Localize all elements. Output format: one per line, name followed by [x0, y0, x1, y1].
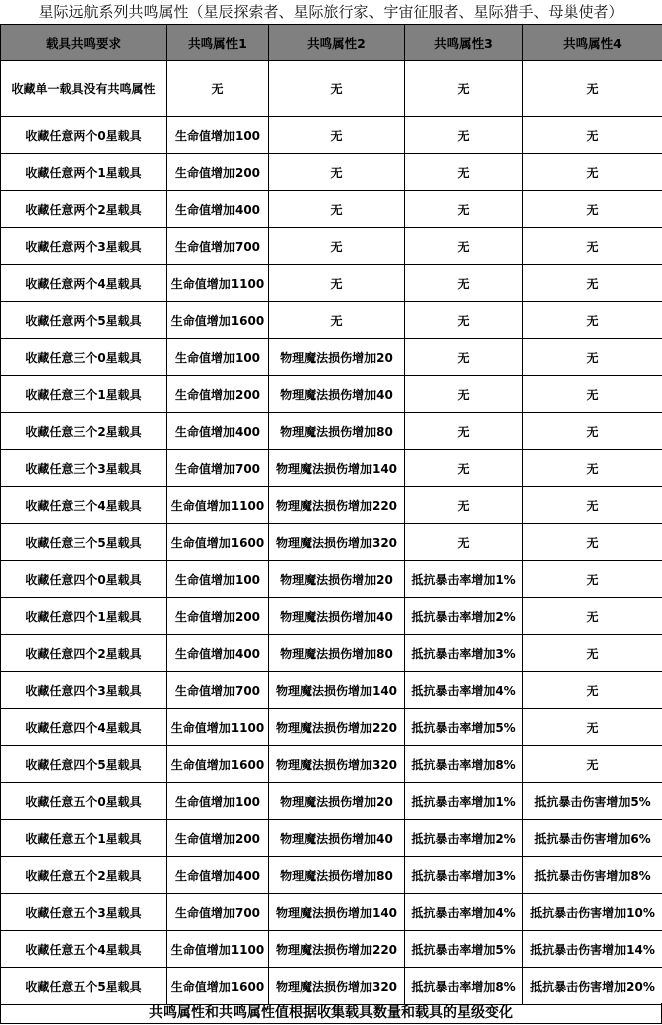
table-cell: 无: [269, 265, 405, 302]
table-footnote: 共鸣属性和共鸣属性值根据收集载具数量和载具的星级变化: [0, 1003, 662, 1024]
table-cell: 收藏任意五个1星载具: [1, 820, 167, 857]
table-cell: 生命值增加1600: [167, 746, 269, 783]
table-row: [1, 783, 662, 820]
table-row: [1, 635, 662, 672]
table-cell: 无: [405, 339, 523, 376]
table-cell: 物理魔法损伤增加80: [269, 635, 405, 672]
table-cell: 生命值增加400: [167, 413, 269, 450]
table-cell: 生命值增加100: [167, 783, 269, 820]
table-cell: 收藏任意三个4星载具: [1, 487, 167, 524]
table-cell: 抵抗暴击率增加8%: [405, 746, 523, 783]
table-cell: 无: [523, 598, 662, 635]
table-cell: 无: [405, 228, 523, 265]
table-cell: 生命值增加700: [167, 672, 269, 709]
table-cell: 无: [523, 413, 662, 450]
table-row: [1, 228, 662, 265]
table-cell: 生命值增加200: [167, 376, 269, 413]
table-cell: 收藏任意两个0星载具: [1, 117, 167, 154]
table-cell: 无: [523, 117, 662, 154]
table-cell: 抵抗暴击率增加2%: [405, 820, 523, 857]
table-row: [1, 191, 662, 228]
table-cell: 抵抗暴击伤害增加14%: [523, 931, 662, 968]
table-header-row: [1, 25, 662, 61]
table-row: [1, 339, 662, 376]
table-cell: 收藏任意两个2星载具: [1, 191, 167, 228]
table-cell: 收藏任意三个2星载具: [1, 413, 167, 450]
table-cell: 物理魔法损伤增加320: [269, 968, 405, 1005]
table-cell: 收藏任意四个0星载具: [1, 561, 167, 598]
table-cell: 无: [269, 61, 405, 117]
table-row: [1, 672, 662, 709]
table-cell: 无: [523, 339, 662, 376]
table-cell: 无: [405, 154, 523, 191]
table-row: [1, 931, 662, 968]
table-cell: 无: [523, 635, 662, 672]
table-cell: 无: [523, 376, 662, 413]
table-row: [1, 857, 662, 894]
table-cell: 生命值增加200: [167, 598, 269, 635]
table-cell: 收藏任意四个4星载具: [1, 709, 167, 746]
table-cell: 收藏任意两个1星载具: [1, 154, 167, 191]
table-cell: 生命值增加100: [167, 117, 269, 154]
table-row: [1, 117, 662, 154]
table-row: [1, 561, 662, 598]
table-cell: 无: [523, 487, 662, 524]
table-cell: 生命值增加400: [167, 635, 269, 672]
table-cell: 无: [523, 228, 662, 265]
table-cell: 收藏任意三个1星载具: [1, 376, 167, 413]
table-cell: 无: [405, 191, 523, 228]
column-header-requirement: 载具共鸣要求: [1, 25, 167, 61]
table-cell: 生命值增加1100: [167, 931, 269, 968]
table-row: [1, 376, 662, 413]
table-row: [1, 61, 662, 117]
table-cell: 收藏任意五个4星载具: [1, 931, 167, 968]
table-cell: 生命值增加700: [167, 450, 269, 487]
table-cell: 无: [523, 709, 662, 746]
table-cell: 物理魔法损伤增加80: [269, 857, 405, 894]
table-cell: 物理魔法损伤增加220: [269, 709, 405, 746]
table-row: [1, 968, 662, 1005]
table-row: [1, 413, 662, 450]
table-cell: 物理魔法损伤增加40: [269, 820, 405, 857]
table-cell: 无: [405, 413, 523, 450]
table-cell: 抵抗暴击率增加1%: [405, 561, 523, 598]
table-cell: 收藏任意两个5星载具: [1, 302, 167, 339]
table-row: [1, 154, 662, 191]
column-header-attribute-1: 共鸣属性1: [167, 25, 269, 61]
table-cell: 无: [269, 154, 405, 191]
table-cell: 收藏任意三个5星载具: [1, 524, 167, 561]
table-cell: 无: [405, 376, 523, 413]
table-cell: 生命值增加100: [167, 561, 269, 598]
table-cell: 物理魔法损伤增加20: [269, 561, 405, 598]
table-row: [1, 265, 662, 302]
table-cell: 无: [523, 746, 662, 783]
column-header-attribute-2: 共鸣属性2: [269, 25, 405, 61]
table-cell: 无: [523, 561, 662, 598]
table-cell: 无: [405, 487, 523, 524]
table-cell: 无: [523, 672, 662, 709]
table-cell: 无: [523, 154, 662, 191]
table-cell: 无: [405, 117, 523, 154]
table-cell: 物理魔法损伤增加140: [269, 894, 405, 931]
table-row: [1, 487, 662, 524]
table-cell: 抵抗暴击伤害增加5%: [523, 783, 662, 820]
table-cell: 抵抗暴击率增加4%: [405, 894, 523, 931]
table-row: [1, 709, 662, 746]
table-cell: 抵抗暴击伤害增加8%: [523, 857, 662, 894]
table-cell: 物理魔法损伤增加40: [269, 598, 405, 635]
table-cell: 生命值增加100: [167, 339, 269, 376]
table-cell: 抵抗暴击率增加5%: [405, 931, 523, 968]
table-cell: 无: [405, 450, 523, 487]
table-cell: 收藏任意五个3星载具: [1, 894, 167, 931]
table-cell: 无: [523, 524, 662, 561]
table-cell: 无: [167, 61, 269, 117]
table-row: [1, 450, 662, 487]
table-cell: 物理魔法损伤增加20: [269, 339, 405, 376]
table-cell: 抵抗暴击率增加2%: [405, 598, 523, 635]
table-cell: 抵抗暴击率增加4%: [405, 672, 523, 709]
table-row: [1, 894, 662, 931]
table-cell: 物理魔法损伤增加140: [269, 672, 405, 709]
table-cell: 抵抗暴击率增加5%: [405, 709, 523, 746]
table-cell: 收藏任意两个4星载具: [1, 265, 167, 302]
table-cell: 生命值增加1100: [167, 709, 269, 746]
table-cell: 无: [405, 61, 523, 117]
table-row: [1, 598, 662, 635]
table-cell: 抵抗暴击率增加8%: [405, 968, 523, 1005]
table-cell: 无: [269, 117, 405, 154]
table-cell: 无: [523, 191, 662, 228]
table-cell: 抵抗暴击伤害增加20%: [523, 968, 662, 1005]
table-cell: 抵抗暴击伤害增加6%: [523, 820, 662, 857]
resonance-table: [0, 24, 662, 1005]
table-cell: 无: [269, 191, 405, 228]
table-cell: 收藏任意三个0星载具: [1, 339, 167, 376]
column-header-attribute-3: 共鸣属性3: [405, 25, 523, 61]
table-row: [1, 524, 662, 561]
table-cell: 收藏任意四个3星载具: [1, 672, 167, 709]
table-cell: 生命值增加1600: [167, 302, 269, 339]
table-cell: 生命值增加700: [167, 228, 269, 265]
table-cell: 生命值增加1100: [167, 265, 269, 302]
table-cell: 生命值增加1600: [167, 968, 269, 1005]
table-cell: 收藏单一载具没有共鸣属性: [1, 61, 167, 117]
table-cell: 无: [405, 524, 523, 561]
column-header-attribute-4: 共鸣属性4: [523, 25, 662, 61]
table-cell: 无: [523, 450, 662, 487]
table-cell: 收藏任意四个1星载具: [1, 598, 167, 635]
table-cell: 生命值增加400: [167, 191, 269, 228]
table-cell: 无: [523, 61, 662, 117]
table-cell: 生命值增加1600: [167, 524, 269, 561]
table-cell: 无: [523, 265, 662, 302]
table-cell: 物理魔法损伤增加40: [269, 376, 405, 413]
table-cell: 无: [405, 265, 523, 302]
table-cell: 收藏任意两个3星载具: [1, 228, 167, 265]
page-title: 星际远航系列共鸣属性（星辰探索者、星际旅行家、宇宙征服者、星际猎手、母巢使者）: [38, 3, 624, 21]
table-row: [1, 746, 662, 783]
table-cell: 物理魔法损伤增加320: [269, 746, 405, 783]
table-cell: 抵抗暴击率增加1%: [405, 783, 523, 820]
table-cell: 收藏任意五个0星载具: [1, 783, 167, 820]
table-cell: 收藏任意四个5星载具: [1, 746, 167, 783]
table-cell: 生命值增加200: [167, 154, 269, 191]
table-cell: 收藏任意四个2星载具: [1, 635, 167, 672]
table-row: [1, 820, 662, 857]
table-cell: 物理魔法损伤增加140: [269, 450, 405, 487]
table-cell: 无: [269, 302, 405, 339]
table-cell: 物理魔法损伤增加80: [269, 413, 405, 450]
table-cell: 收藏任意五个5星载具: [1, 968, 167, 1005]
table-cell: 物理魔法损伤增加220: [269, 931, 405, 968]
table-cell: 物理魔法损伤增加320: [269, 524, 405, 561]
table-row: [1, 302, 662, 339]
table-cell: 生命值增加1100: [167, 487, 269, 524]
table-cell: 无: [269, 228, 405, 265]
table-cell: 物理魔法损伤增加20: [269, 783, 405, 820]
table-cell: 无: [523, 302, 662, 339]
table-cell: 收藏任意三个3星载具: [1, 450, 167, 487]
table-cell: 物理魔法损伤增加220: [269, 487, 405, 524]
table-cell: 无: [405, 302, 523, 339]
table-cell: 生命值增加400: [167, 857, 269, 894]
table-cell: 生命值增加200: [167, 820, 269, 857]
table-cell: 收藏任意五个2星载具: [1, 857, 167, 894]
table-cell: 抵抗暴击率增加3%: [405, 635, 523, 672]
table-cell: 生命值增加700: [167, 894, 269, 931]
table-cell: 抵抗暴击伤害增加10%: [523, 894, 662, 931]
table-cell: 抵抗暴击率增加3%: [405, 857, 523, 894]
table-body: [1, 61, 662, 1005]
